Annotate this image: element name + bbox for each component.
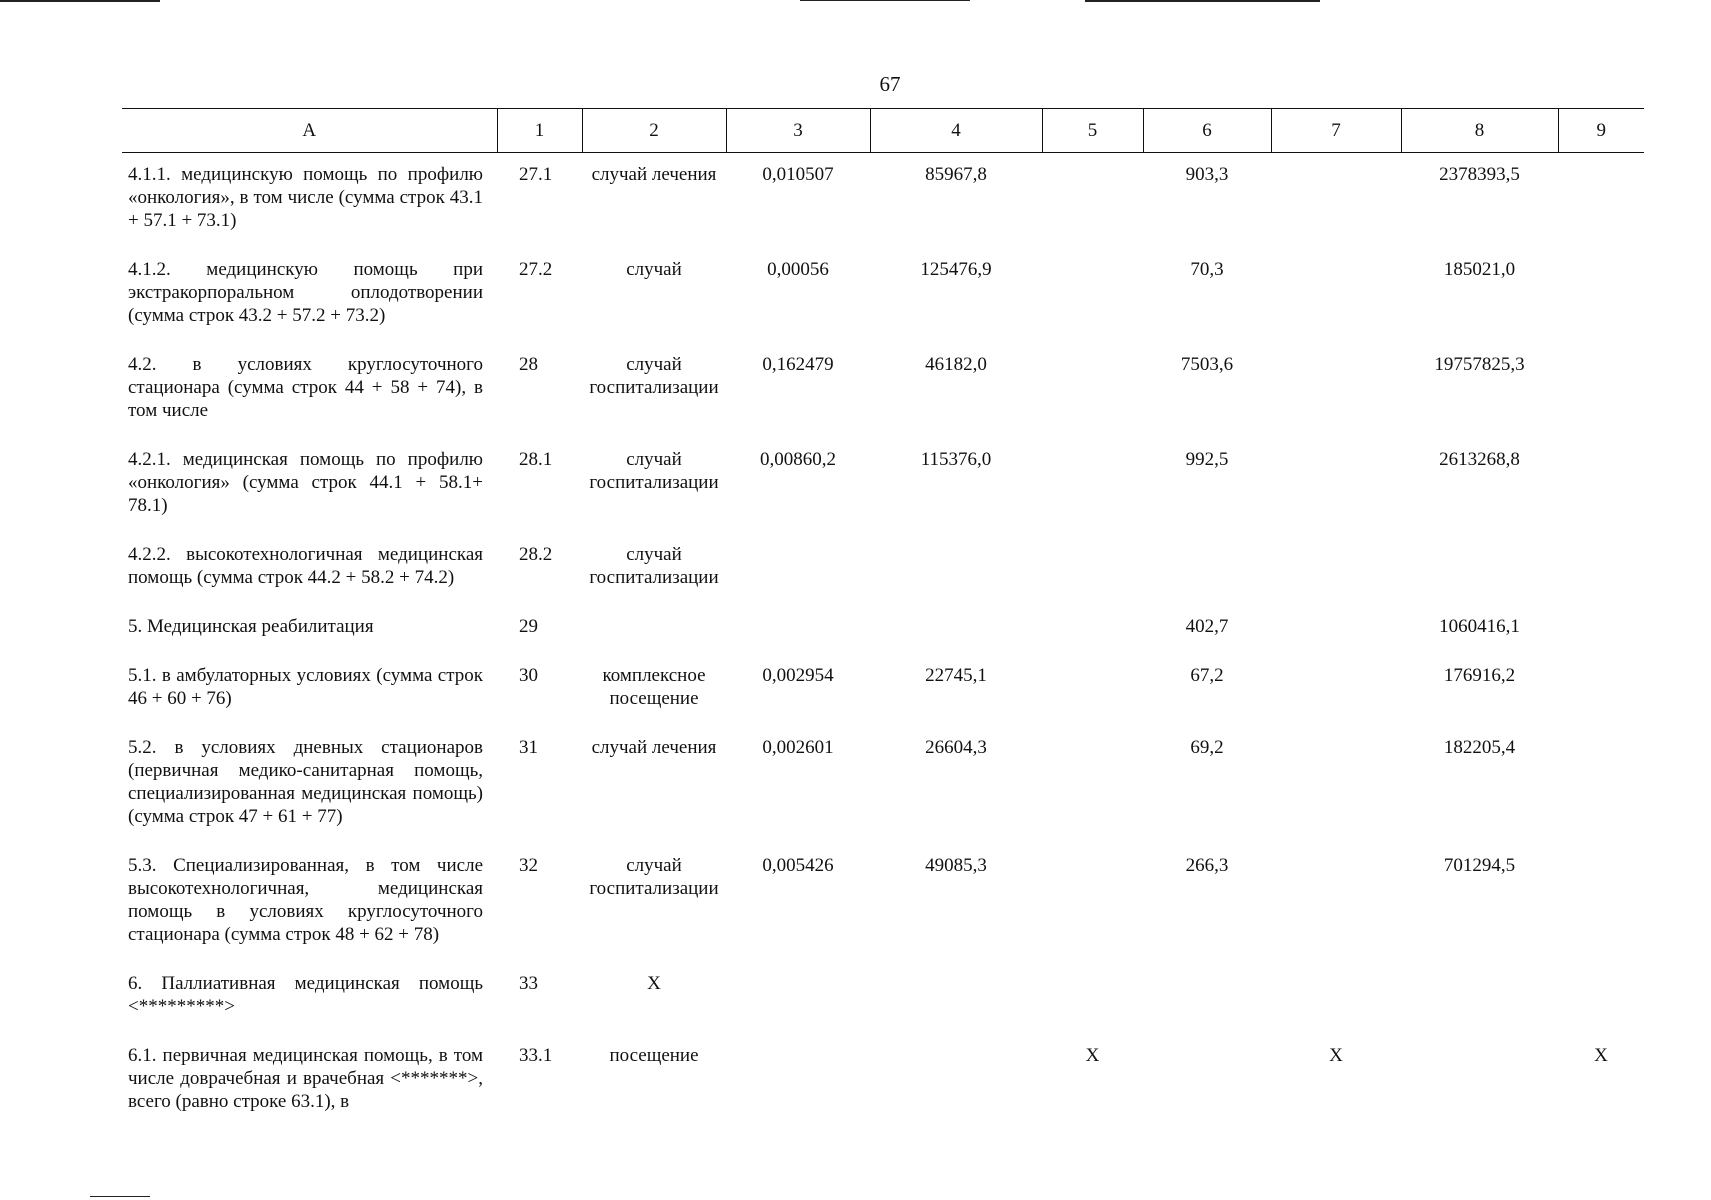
cell-col-2: X [647,973,661,994]
cell-col-5 [1042,605,1143,654]
cell-col-9 [1558,343,1644,438]
cell-col-9 [1558,248,1644,343]
cell-col-6: 266,3 [1185,855,1229,876]
cell-col-1: 27.2 [519,259,553,280]
row-description: 4.1.1. медицинскую помощь по профилю «онкология», в том числе (сумма строк 43.1 + 57.1 + 73.1) [128,164,483,231]
cell-col-1: 33.1 [519,1045,553,1066]
cell-col-7 [1271,726,1401,844]
table-row [122,533,1644,605]
cell-col-8: 2378393,5 [1439,164,1520,185]
header-col-a: А [122,109,497,153]
table-row [122,343,1644,438]
cell-col-2 [582,605,726,654]
row-description: 6. Паллиативная медицинская помощь <*********> [128,973,483,1017]
cell-col-1: 29 [519,616,538,637]
cell-col-9: X [1594,1045,1608,1066]
table-row [122,153,1644,249]
row-description: 6.1. первичная медицинская помощь, в том числе доврачебная и врачебная <*******>, всего (равно строке 63.1), в [128,1045,483,1112]
cell-col-4 [870,605,1042,654]
cell-col-7 [1271,605,1401,654]
cell-col-9 [1558,654,1644,726]
cell-col-9 [1558,844,1644,962]
row-description: 5. Медицинская реабилитация [128,616,374,637]
cell-col-3: 0,010507 [762,164,834,185]
cell-col-5 [1042,438,1143,533]
table-row [122,1034,1644,1129]
row-description: 4.2.2. высокотехнологичная медицинская помощь (сумма строк 44.2 + 58.2 + 74.2) [128,544,483,588]
cell-col-8 [1401,533,1558,605]
cell-col-9 [1558,438,1644,533]
page-number: 67 [879,72,901,96]
table-row [122,438,1644,533]
cell-col-7 [1271,343,1401,438]
cell-col-4: 22745,1 [925,665,987,686]
cell-col-5 [1042,654,1143,726]
cell-col-9 [1558,726,1644,844]
cell-col-1: 28.1 [519,449,553,470]
cell-col-3: 0,00056 [767,259,829,280]
cell-col-6: 7503,6 [1180,354,1234,375]
cell-col-4: 125476,9 [920,259,992,280]
cell-col-5 [1042,962,1143,1034]
header-col-7: 7 [1271,109,1401,153]
cell-col-4 [870,1034,1042,1129]
cell-col-2: случай госпитализации [589,544,719,588]
table-row [122,248,1644,343]
cell-col-5 [1042,726,1143,844]
cell-col-1: 30 [519,665,538,686]
cell-col-3: 0,002601 [762,737,834,758]
scan-artifact-top-left [0,0,160,2]
scan-artifact-top-center [800,0,970,1]
header-col-8: 8 [1401,109,1558,153]
header-col-6: 6 [1143,109,1271,153]
cell-col-7 [1271,962,1401,1034]
header-col-9: 9 [1558,109,1644,153]
cell-col-6 [1143,1034,1271,1129]
cell-col-8: 701294,5 [1443,855,1516,876]
row-description: 5.3. Специализированная, в том числе высокотехнологичная, медицинская помощь в условиях круглосуточного стационара (сумма строк 48 + 62 + 78) [128,855,483,945]
cell-col-6: 70,3 [1190,259,1224,280]
cell-col-3 [726,533,870,605]
cell-col-1: 28 [519,354,538,375]
row-description: 4.2. в условиях круглосуточного стационара (сумма строк 44 + 58 + 74), в том числе [128,354,483,421]
cell-col-4: 85967,8 [925,164,987,185]
cell-col-9 [1558,962,1644,1034]
cell-col-6: 903,3 [1185,164,1229,185]
cell-col-8 [1401,1034,1558,1129]
cell-col-2: комплексное посещение [602,665,706,709]
cell-col-6: 402,7 [1185,616,1229,637]
cell-col-2: случай госпитализации [589,354,719,398]
cell-col-1: 32 [519,855,538,876]
cell-col-8: 1060416,1 [1439,616,1520,637]
cell-col-4: 49085,3 [925,855,987,876]
header-col-2: 2 [582,109,726,153]
cell-col-1: 27.1 [519,164,553,185]
cell-col-9 [1558,533,1644,605]
cell-col-6 [1143,962,1271,1034]
cell-col-4: 115376,0 [920,449,992,470]
cell-col-5 [1042,153,1143,249]
cell-col-2: случай лечения [591,737,717,758]
cell-col-2: посещение [609,1045,699,1066]
row-description: 4.1.2. медицинскую помощь при экстракорпоральном оплодотворении (сумма строк 43.2 + 57.2 + 73.2) [128,259,483,326]
cell-col-3 [726,962,870,1034]
cell-col-7 [1271,438,1401,533]
cell-col-2: случай госпитализации [589,449,719,493]
header-col-5: 5 [1042,109,1143,153]
cell-col-6: 69,2 [1190,737,1224,758]
cell-col-3 [726,605,870,654]
cell-col-8 [1401,962,1558,1034]
cell-col-8: 176916,2 [1443,665,1516,686]
cell-col-6 [1143,533,1271,605]
cell-col-5 [1042,343,1143,438]
table-row [122,726,1644,844]
cell-col-4 [870,533,1042,605]
scan-artifact-top-right [1085,0,1320,2]
header-col-3: 3 [726,109,870,153]
cell-col-3: 0,002954 [762,665,834,686]
cell-col-8: 2613268,8 [1439,449,1520,470]
cell-col-5 [1042,248,1143,343]
cell-col-2: случай лечения [591,164,717,185]
table-row [122,844,1644,962]
header-col-1: 1 [497,109,582,153]
header-col-4: 4 [870,109,1042,153]
cell-col-7 [1271,153,1401,249]
cell-col-3: 0,00860,2 [760,449,836,470]
row-description: 5.2. в условиях дневных стационаров (первичная медико-санитарная помощь, специализированная медицинская помощь) (сумма строк 47 + 61 + 77) [128,737,483,827]
cell-col-9 [1558,605,1644,654]
cell-col-7 [1271,654,1401,726]
cell-col-9 [1558,153,1644,249]
cell-col-4 [870,962,1042,1034]
cell-col-2: случай госпитализации [589,855,719,899]
cell-col-3: 0,005426 [762,855,834,876]
cell-col-8: 182205,4 [1443,737,1516,758]
cell-col-5 [1042,844,1143,962]
data-table [122,108,1644,1129]
cell-col-1: 28.2 [519,544,553,565]
cell-col-1: 33 [519,973,538,994]
table-body [122,153,1644,1130]
cell-col-1: 31 [519,737,538,758]
cell-col-4: 26604,3 [925,737,987,758]
cell-col-4: 46182,0 [925,354,987,375]
cell-col-7 [1271,844,1401,962]
scan-artifact-bottom-left [90,1196,150,1197]
row-description: 5.1. в амбулаторных условиях (сумма строк 46 + 60 + 76) [128,665,483,709]
cell-col-6: 992,5 [1185,449,1229,470]
cell-col-3: 0,162479 [762,354,834,375]
cell-col-2: случай [626,259,682,280]
table-row [122,605,1644,654]
cell-col-8: 19757825,3 [1434,354,1525,375]
cell-col-3 [726,1034,870,1129]
cell-col-6: 67,2 [1190,665,1224,686]
cell-col-5: X [1085,1045,1100,1066]
row-description: 4.2.1. медицинская помощь по профилю «онкология» (сумма строк 44.1 + 58.1+ 78.1) [128,449,483,516]
cell-col-5 [1042,533,1143,605]
cell-col-8: 185021,0 [1443,259,1516,280]
table-row [122,962,1644,1034]
table-row [122,654,1644,726]
header-row [122,109,1644,153]
cell-col-7: X [1329,1045,1343,1066]
cell-col-7 [1271,248,1401,343]
cell-col-7 [1271,533,1401,605]
